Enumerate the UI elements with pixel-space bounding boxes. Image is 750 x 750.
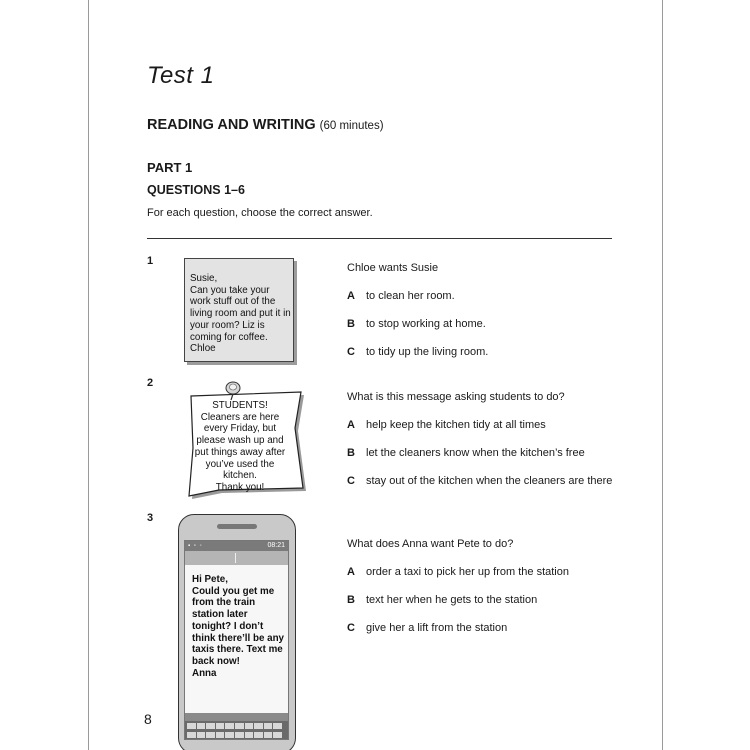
question-1-note-text: Susie, Can you take your work stuff out of the living room and put it in your room? Liz is coming for coffee. Chloe xyxy=(190,273,291,355)
option-letter: B xyxy=(347,594,355,606)
option-letter: B xyxy=(347,318,355,330)
option-letter: C xyxy=(347,346,355,358)
option-text: help keep the kitchen tidy at all times xyxy=(366,419,546,431)
part-title: PART 1 xyxy=(147,160,193,175)
phone-speaker xyxy=(217,524,257,529)
section-title xyxy=(147,117,384,133)
phone-screen xyxy=(184,540,289,740)
option-letter: C xyxy=(347,622,355,634)
section-title-text: READING AND WRITING xyxy=(147,117,316,133)
question-1-option-c[interactable] xyxy=(347,346,488,358)
question-3-number: 3 xyxy=(147,512,154,524)
phone-input-bar xyxy=(185,713,288,721)
questions-title: QUESTIONS 1–6 xyxy=(147,183,245,197)
question-2-option-b[interactable] xyxy=(347,447,585,459)
question-2-option-c[interactable] xyxy=(347,475,612,487)
phone-status-icons: ▪ ▫ ◦ xyxy=(188,543,203,549)
test-title: Test 1 xyxy=(147,62,215,89)
option-text: give her a lift from the station xyxy=(366,622,508,634)
instructions: For each question, choose the correct answer. xyxy=(147,207,373,219)
section-duration: (60 minutes) xyxy=(319,120,384,132)
exam-page xyxy=(88,0,663,750)
question-1-option-a[interactable] xyxy=(347,290,455,302)
option-letter: A xyxy=(347,566,355,578)
phone-keyboard xyxy=(185,721,288,739)
option-text: to clean her room. xyxy=(366,290,455,302)
question-3-phone xyxy=(178,514,296,750)
question-2-number: 2 xyxy=(147,377,154,389)
option-text: let the cleaners know when the kitchen’s free xyxy=(366,447,585,459)
question-3-prompt: What does Anna want Pete to do? xyxy=(347,538,514,550)
question-3-option-c[interactable] xyxy=(347,622,507,634)
question-3-option-b[interactable] xyxy=(347,594,537,606)
question-2-prompt: What is this message asking students to do? xyxy=(347,391,565,403)
option-letter: A xyxy=(347,419,355,431)
option-letter: A xyxy=(347,290,355,302)
question-1-note xyxy=(184,258,294,362)
option-text: text her when he gets to the station xyxy=(366,594,538,606)
question-2-notice-text: STUDENTS! Cleaners are here every Friday, but please wash up and put things away after you’ve used the kitchen. Thank you! xyxy=(194,400,286,493)
question-1-prompt: Chloe wants Susie xyxy=(347,262,439,274)
question-1-number: 1 xyxy=(147,255,154,267)
question-3-message-text: Hi Pete, Could you get me from the train station later tonight? I don’t think there’ll be any taxis there. Text me back now! Anna xyxy=(192,574,285,679)
option-text: order a taxi to pick her up from the station xyxy=(366,566,569,578)
option-text: stay out of the kitchen when the cleaners are there xyxy=(366,475,613,487)
phone-status-time: 08:21 xyxy=(267,542,285,549)
question-3-option-a[interactable] xyxy=(347,566,569,578)
option-text: to tidy up the living room. xyxy=(366,346,489,358)
phone-app-bar xyxy=(185,551,288,565)
option-letter: B xyxy=(347,447,355,459)
page-number: 8 xyxy=(144,711,152,727)
phone-status-bar xyxy=(185,541,288,551)
option-letter: C xyxy=(347,475,355,487)
question-1-option-b[interactable] xyxy=(347,318,486,330)
option-text: to stop working at home. xyxy=(366,318,486,330)
app-bar-divider xyxy=(235,553,236,563)
question-2-option-a[interactable] xyxy=(347,419,546,431)
divider-rule xyxy=(147,238,612,239)
